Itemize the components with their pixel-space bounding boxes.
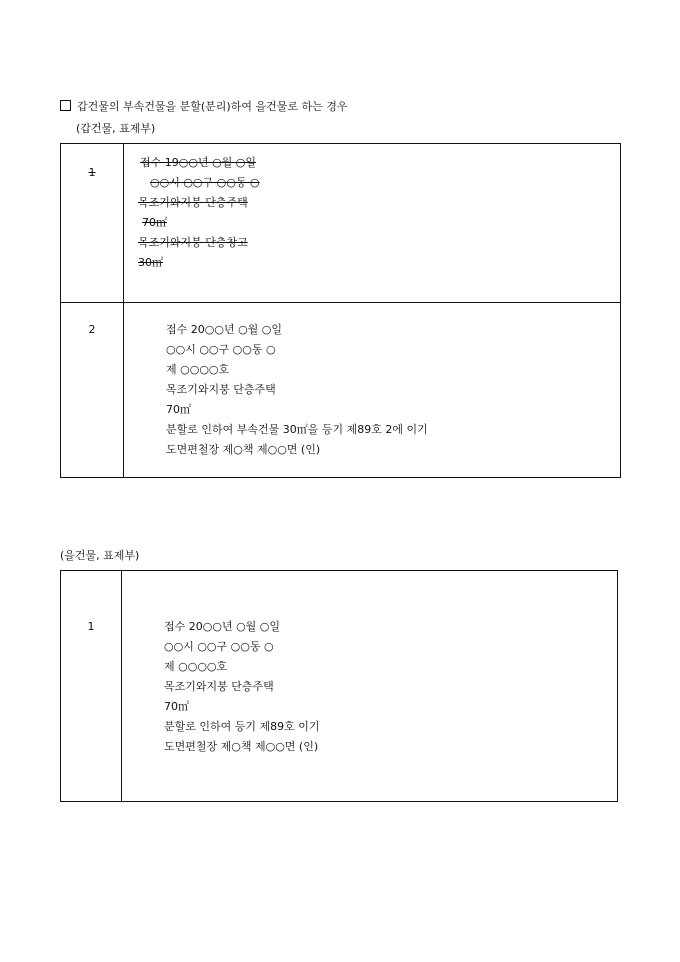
- register-line: 분할로 인하여 부속건물 30㎡을 등기 제89호 2에 이기: [166, 423, 428, 436]
- register-line: 접수 20○○년 ○월 ○일: [166, 323, 283, 336]
- register-line: 도면편철장 제○책 제○○면 (인): [164, 740, 319, 753]
- register-line: 70㎡: [166, 403, 191, 416]
- table-row: [61, 303, 621, 478]
- register-line: 접수 20○○년 ○월 ○일: [164, 620, 281, 633]
- register-line: ○○시 ○○구 ○○동 ○: [164, 640, 274, 653]
- gab-building-caption: (갑건물, 표제부): [76, 122, 156, 135]
- eul-register-table: [60, 570, 618, 802]
- register-line: 70㎡: [164, 700, 189, 713]
- entry-number: [61, 303, 124, 478]
- register-line: 제 ○○○○호: [164, 660, 228, 673]
- entry-number: [61, 144, 124, 303]
- register-line: 목조기와지붕 단층주택: [164, 680, 274, 693]
- register-line: 도면편철장 제○책 제○○면 (인): [166, 443, 321, 456]
- register-line: 목조기와지붕 단층주택: [166, 383, 276, 396]
- struck-line: 접수 19○○년 ○월 ○일: [140, 156, 257, 169]
- register-line: ○○시 ○○구 ○○동 ○: [166, 343, 276, 356]
- entry-number: [61, 571, 122, 802]
- entry-number-text: 2: [88, 323, 96, 336]
- entry-number-text: 1: [87, 620, 95, 633]
- section-heading: [60, 100, 347, 114]
- entry-content: [124, 303, 621, 478]
- table-row: [61, 144, 621, 303]
- struck-line: ○○시 ○○구 ○○동 ○: [150, 176, 260, 189]
- eul-building-caption: (을건물, 표제부): [60, 549, 140, 562]
- struck-line: 70㎡: [142, 216, 167, 229]
- section-heading-text: 갑건물의 부속건물을 분할(분리)하여 을건물로 하는 경우: [77, 100, 348, 113]
- entry-number-struck: 1: [88, 166, 96, 179]
- struck-line: 목조기와지붕 단층창고: [138, 236, 248, 249]
- table-row: [61, 571, 618, 802]
- checkbox-square-icon: [60, 100, 71, 111]
- entry-content: [124, 144, 621, 303]
- register-line: 제 ○○○○호: [166, 363, 230, 376]
- struck-line: 목조기와지붕 단층주택: [138, 196, 248, 209]
- entry-content: [122, 571, 618, 802]
- gab-register-table: [60, 143, 621, 478]
- register-line: 분할로 인하여 등기 제89호 이기: [164, 720, 320, 733]
- struck-line: 30㎡: [138, 256, 163, 269]
